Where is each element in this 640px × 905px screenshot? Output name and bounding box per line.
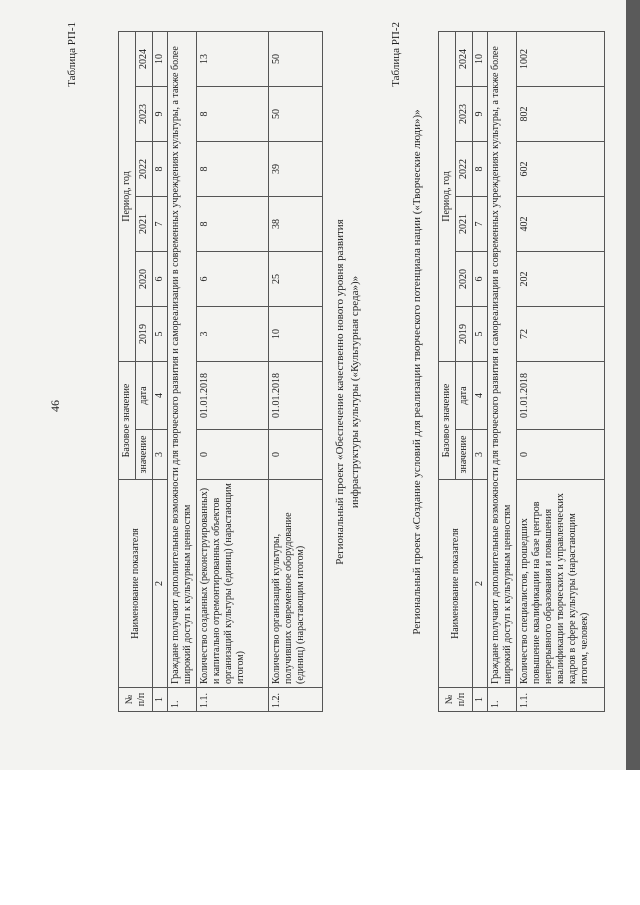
header-period: Период, год	[439, 32, 456, 362]
header-base-date: дата	[136, 362, 153, 430]
col-number: 2	[153, 480, 168, 688]
header-base-value: значение	[136, 430, 153, 480]
row-year-value: 39	[269, 142, 323, 197]
row-year-value: 202	[517, 252, 605, 307]
header-base: Базовое значение	[439, 362, 456, 480]
row-year-value: 38	[269, 197, 323, 252]
column-number-row	[153, 32, 168, 712]
row-year-value: 8	[197, 87, 269, 142]
col-number: 7	[473, 197, 488, 252]
header-year: 2020	[456, 252, 473, 307]
col-number: 4	[153, 362, 168, 430]
header-num: № п/п	[439, 688, 473, 712]
col-number: 4	[473, 362, 488, 430]
row-name: Количество созданных (реконструированных) и капитально отремонтированных объектов организаций культуры (единиц) (нарастающим итогом)	[197, 480, 269, 688]
col-number: 5	[473, 307, 488, 362]
row-year-value: 13	[197, 32, 269, 87]
header-year: 2019	[136, 307, 153, 362]
header-period: Период, год	[119, 32, 136, 362]
col-number: 5	[153, 307, 168, 362]
header-year: 2022	[136, 142, 153, 197]
table-row	[197, 32, 269, 712]
row-base-date: 01.01.2018	[269, 362, 323, 430]
table-row	[517, 32, 605, 712]
table-rp1	[118, 31, 323, 712]
row-year-value: 402	[517, 197, 605, 252]
header-year: 2022	[456, 142, 473, 197]
project-title-creative-people: Региональный проект «Создание условий для реализации творческого потенциала нации («Творческие люди»)»	[411, 109, 423, 635]
row-year-value: 50	[269, 32, 323, 87]
column-number-row	[473, 32, 488, 712]
header-name: Наименование показателя	[119, 480, 153, 688]
section-row	[168, 32, 197, 712]
row-num: 1.2.	[269, 688, 323, 712]
row-year-value: 8	[197, 197, 269, 252]
header-year: 2024	[456, 32, 473, 87]
row-year-value: 50	[269, 87, 323, 142]
project-title-cultural-environment: Региональный проект «Обеспечение качественно нового уровня развития инфраструктуры культуры («Культурная среда»)»	[334, 219, 361, 565]
row-base-date: 01.01.2018	[197, 362, 269, 430]
row-year-value: 1002	[517, 32, 605, 87]
col-number: 1	[473, 688, 488, 712]
col-number: 9	[153, 87, 168, 142]
row-base-value: 0	[197, 430, 269, 480]
table-label-rp2: Таблица РП-2	[390, 22, 402, 87]
header-base-value: значение	[456, 430, 473, 480]
header-year: 2020	[136, 252, 153, 307]
header-num: № п/п	[119, 688, 153, 712]
row-year-value: 802	[517, 87, 605, 142]
header-base: Базовое значение	[119, 362, 136, 480]
col-number: 9	[473, 87, 488, 142]
section-num: 1.	[168, 688, 197, 712]
col-number: 3	[153, 430, 168, 480]
col-number: 8	[473, 142, 488, 197]
row-year-value: 8	[197, 142, 269, 197]
row-base-date: 01.01.2018	[517, 362, 605, 430]
page-number: 46	[48, 400, 62, 412]
section-row	[488, 32, 517, 712]
row-year-value: 10	[269, 307, 323, 362]
table-row	[269, 32, 323, 712]
rotated-page-content	[18, 22, 614, 752]
row-year-value: 25	[269, 252, 323, 307]
col-number: 10	[473, 32, 488, 87]
header-name: Наименование показателя	[439, 480, 473, 688]
row-year-value: 602	[517, 142, 605, 197]
header-year: 2019	[456, 307, 473, 362]
col-number: 6	[153, 252, 168, 307]
col-number: 10	[153, 32, 168, 87]
page-edge-shadow	[626, 0, 640, 770]
row-base-value: 0	[517, 430, 605, 480]
bottom-margin	[0, 770, 640, 905]
row-name: Количество специалистов, прошедших повышение квалификации на базе центров непрерывного образования и повышения квалификации творческих и управленческих кадров в сфере культуры (нарастающим итогом, человек)	[517, 480, 605, 688]
row-name: Количество организаций культуры, получивших современное оборудование (единиц) (нарастающим итогом)	[269, 480, 323, 688]
header-base-date: дата	[456, 362, 473, 430]
header-year: 2021	[136, 197, 153, 252]
row-base-value: 0	[269, 430, 323, 480]
header-year: 2024	[136, 32, 153, 87]
row-year-value: 72	[517, 307, 605, 362]
col-number: 7	[153, 197, 168, 252]
header-year: 2023	[456, 87, 473, 142]
section-text: Граждане получают дополнительные возможности для творческого развития и самореализации в современных учреждениях культуры, а также более широкий доступ к культурным ценностям	[488, 32, 517, 688]
col-number: 1	[153, 688, 168, 712]
col-number: 3	[473, 430, 488, 480]
section-text: Граждане получают дополнительные возможности для творческого развития и самореализации в современных учреждениях культуры, а также более широкий доступ к культурным ценностям	[168, 32, 197, 688]
section-num: 1.	[488, 688, 517, 712]
row-num: 1.1.	[197, 688, 269, 712]
row-num: 1.1.	[517, 688, 605, 712]
table-label-rp1: Таблица РП-1	[66, 22, 78, 87]
row-year-value: 3	[197, 307, 269, 362]
row-year-value: 6	[197, 252, 269, 307]
header-year: 2023	[136, 87, 153, 142]
table-rp2	[438, 31, 605, 712]
col-number: 8	[153, 142, 168, 197]
col-number: 6	[473, 252, 488, 307]
header-year: 2021	[456, 197, 473, 252]
col-number: 2	[473, 480, 488, 688]
